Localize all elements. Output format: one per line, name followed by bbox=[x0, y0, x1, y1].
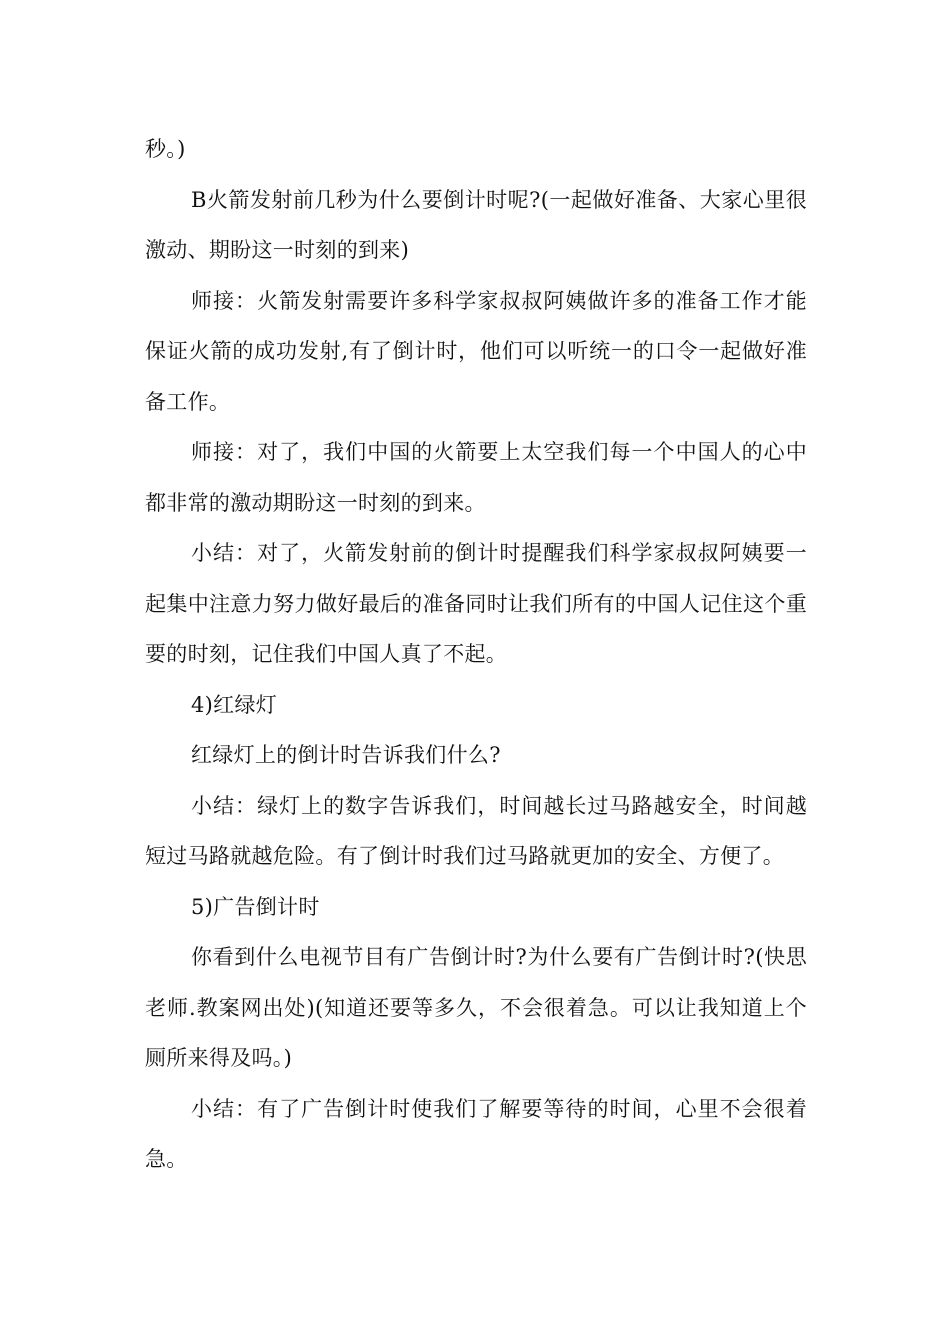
paragraph-2: B火箭发射前几秒为什么要倒计时呢?(一起做好准备、大家心里很激动、期盼这一时刻的到来) bbox=[145, 187, 807, 262]
paragraph-5: 小结：对了，火箭发射前的倒计时提醒我们科学家叔叔阿姨要一起集中注意力努力做好最后的准备同时让我们所有的中国人记住这个重要的时刻，记住我们中国人真了不起。 bbox=[145, 541, 807, 666]
question-ad-countdown: 你看到什么电视节目有广告倒计时?为什么要有广告倒计时?(快思老师.教案网出处)(知道还要等多久，不会很着急。可以让我知道上个厕所来得及吗。) bbox=[145, 945, 807, 1070]
paragraph-4: 师接：对了，我们中国的火箭要上太空我们每一个中国人的心中都非常的激动期盼这一时刻的到来。 bbox=[145, 440, 807, 515]
paragraph-3: 师接：火箭发射需要许多科学家叔叔阿姨做许多的准备工作才能保证火箭的成功发射,有了倒计时，他们可以听统一的口令一起做好准备工作。 bbox=[145, 288, 807, 414]
question-traffic-light: 红绿灯上的倒计时告诉我们什么? bbox=[191, 743, 501, 767]
paragraph-summary-ad-countdown: 小结：有了广告倒计时使我们了解要等待的时间，心里不会很着急。 bbox=[145, 1096, 807, 1171]
section-heading-ad-countdown: 5)广告倒计时 bbox=[191, 894, 320, 919]
section-heading-traffic-light: 4)红绿灯 bbox=[191, 692, 278, 717]
paragraph-summary-traffic-light: 小结：绿灯上的数字告诉我们，时间越长过马路越安全，时间越短过马路就越危险。有了倒计时我们过马路就更加的安全、方便了。 bbox=[145, 793, 807, 868]
document-body bbox=[145, 124, 807, 1185]
paragraph-1: 秒。) bbox=[145, 137, 186, 161]
